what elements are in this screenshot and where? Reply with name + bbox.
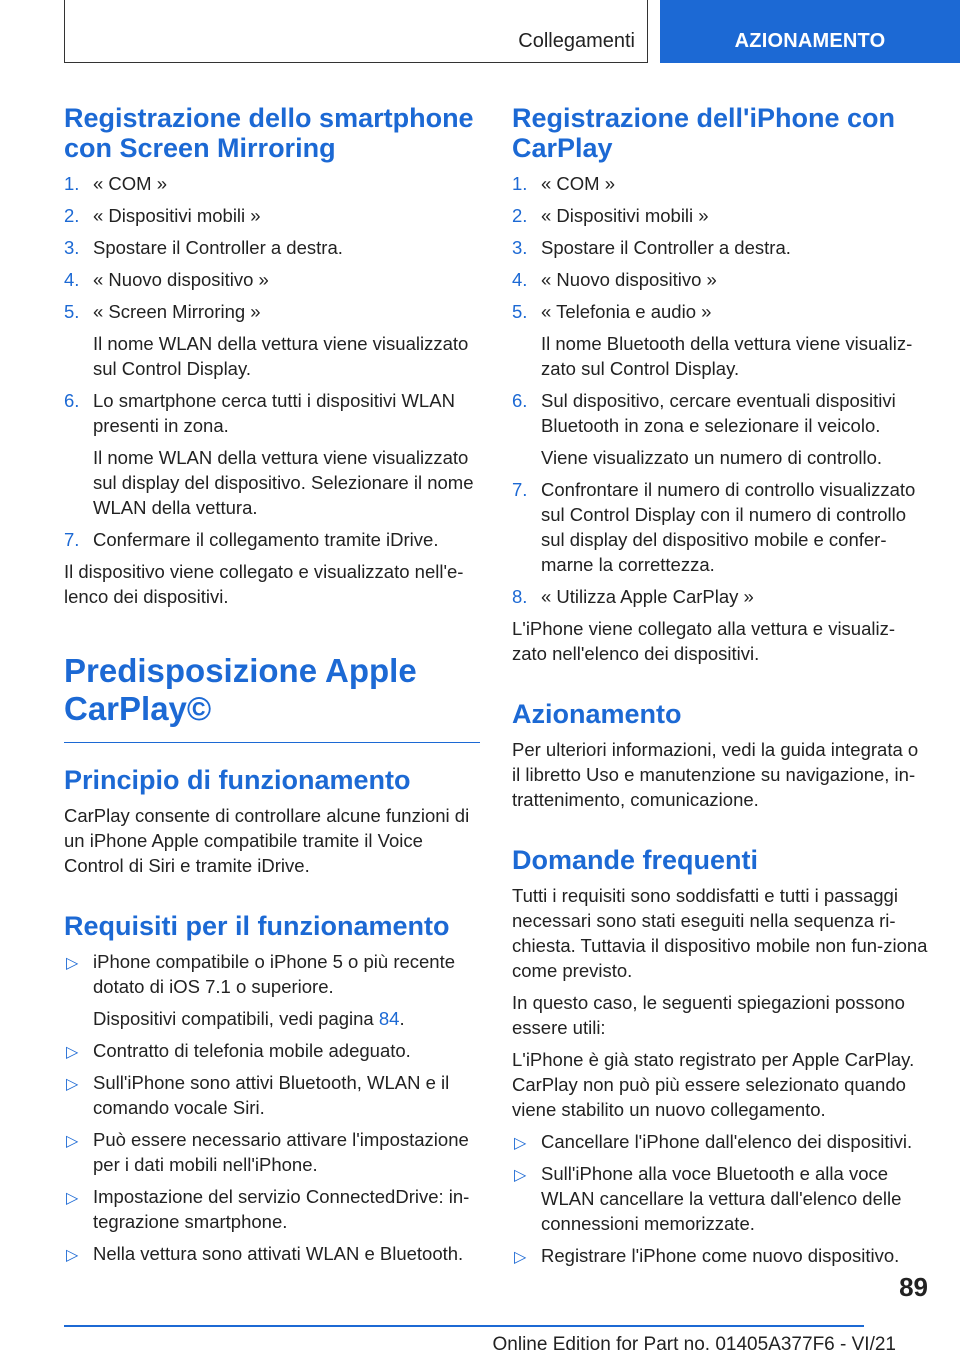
step-text: « Screen Mirroring » bbox=[93, 301, 261, 322]
header-section-box bbox=[64, 0, 648, 63]
step-text: Lo smartphone cerca tutti i dispositivi WLAN presenti in zona. bbox=[93, 390, 455, 436]
step-text: Spostare il Controller a destra. bbox=[541, 237, 791, 258]
triangle-bullet-icon: ▷ bbox=[66, 1133, 79, 1150]
step-item bbox=[512, 171, 928, 196]
step-number: 7. bbox=[64, 529, 80, 550]
list-item bbox=[64, 1070, 480, 1120]
step-note: Viene visualizzato un numero di controllo. bbox=[541, 447, 883, 468]
step-text: « Utilizza Apple CarPlay » bbox=[541, 586, 754, 607]
step-item bbox=[64, 299, 480, 324]
result-text: Il dispositivo viene collegato e visualizzato nell'e-lenco dei dispositivi. bbox=[64, 561, 464, 607]
step-number: 2. bbox=[64, 205, 80, 226]
list-item-text: Registrare l'iPhone come nuovo dispositivo. bbox=[541, 1245, 900, 1266]
note-prefix: Dispositivi compatibili, vedi pagina bbox=[93, 1008, 379, 1029]
list-item-text: Impostazione del servizio ConnectedDrive: in-tegrazione smartphone. bbox=[93, 1186, 470, 1232]
step-item bbox=[512, 477, 928, 577]
list-item-text: Nella vettura sono attivati WLAN e Bluetooth. bbox=[93, 1243, 464, 1264]
faq-text: In questo caso, le seguenti spiegazioni possono essere utili: bbox=[512, 992, 905, 1038]
header-chapter-title: AZIONAMENTO bbox=[734, 30, 886, 52]
list-item bbox=[64, 1127, 480, 1177]
principle-text: CarPlay consente di controllare alcune funzioni di un iPhone Apple compatibile tramite il Voice Control di Siri e tramite iDrive. bbox=[64, 805, 470, 876]
list-item-text: iPhone compatibile o iPhone 5 o più recente dotato di iOS 7.1 o superiore. bbox=[93, 951, 456, 997]
step-item bbox=[64, 267, 480, 292]
list-item bbox=[512, 1243, 928, 1268]
step-note: Il nome Bluetooth della vettura viene visualiz-zato sul Control Display. bbox=[541, 333, 913, 379]
page-link[interactable]: 84 bbox=[378, 1008, 400, 1029]
step-number: 3. bbox=[64, 237, 80, 258]
triangle-bullet-icon: ▷ bbox=[66, 1044, 79, 1061]
chapter-title: Predisposizione Apple CarPlay© bbox=[64, 652, 480, 743]
step-text: « Nuovo dispositivo » bbox=[93, 269, 269, 290]
step-text: Confrontare il numero di controllo visualizzato sul Control Display con il numero di controllo sul display del dispositivo mobile e confer-marne la correttezza. bbox=[541, 479, 916, 575]
step-text: Spostare il Controller a destra. bbox=[93, 237, 343, 258]
list-item-note bbox=[64, 1006, 480, 1031]
step-item bbox=[512, 235, 928, 260]
triangle-bullet-icon: ▷ bbox=[66, 1247, 79, 1264]
step-number: 6. bbox=[64, 390, 80, 411]
triangle-bullet-icon: ▷ bbox=[66, 955, 79, 972]
triangle-bullet-icon: ▷ bbox=[66, 1190, 79, 1207]
heading-principle: Principio di funzionamento bbox=[64, 765, 411, 795]
step-item bbox=[64, 527, 480, 552]
list-item bbox=[512, 1161, 928, 1236]
triangle-bullet-icon: ▷ bbox=[514, 1167, 527, 1184]
list-item-text: Può essere necessario attivare l'impostazione per i dati mobili nell'iPhone. bbox=[93, 1129, 469, 1175]
list-item bbox=[64, 1184, 480, 1234]
step-number: 5. bbox=[512, 301, 528, 322]
step-item bbox=[64, 171, 480, 196]
step-item bbox=[512, 299, 928, 324]
triangle-bullet-icon: ▷ bbox=[514, 1135, 527, 1152]
step-text: Sul dispositivo, cercare eventuali dispositivi Bluetooth in zona e selezionare il veicolo. bbox=[541, 390, 896, 436]
step-note: Il nome WLAN della vettura viene visualizzato sul Control Display. bbox=[93, 333, 469, 379]
step-number: 1. bbox=[512, 173, 528, 194]
result-text: L'iPhone viene collegato alla vettura e visualiz-zato nell'elenco dei dispositivi. bbox=[512, 618, 896, 664]
list-item bbox=[512, 1129, 928, 1154]
list-item bbox=[64, 1038, 480, 1063]
heading-screen-mirroring: Registrazione dello smartphone con Screen Mirroring bbox=[64, 103, 474, 163]
right-column bbox=[512, 103, 928, 1275]
step-item bbox=[512, 267, 928, 292]
list-item-text: Cancellare l'iPhone dall'elenco dei dispositivi. bbox=[541, 1131, 913, 1152]
page-number: 89 bbox=[899, 1272, 928, 1302]
left-column bbox=[64, 103, 480, 1273]
list-item bbox=[64, 1241, 480, 1266]
list-item bbox=[64, 949, 480, 999]
step-number: 1. bbox=[64, 173, 80, 194]
faq-text: L'iPhone è già stato registrato per Apple CarPlay. CarPlay non può più essere selezionato quando viene stabilito un nuovo collegamento. bbox=[512, 1049, 915, 1120]
footer-edition: Online Edition for Part no. 01405A377F6 - VI/21 bbox=[492, 1334, 896, 1355]
step-number: 4. bbox=[512, 269, 528, 290]
step-number: 4. bbox=[64, 269, 80, 290]
list-item-text: Sull'iPhone sono attivi Bluetooth, WLAN e il comando vocale Siri. bbox=[93, 1072, 450, 1118]
step-item bbox=[512, 584, 928, 609]
step-number: 8. bbox=[512, 586, 528, 607]
step-note: Il nome WLAN della vettura viene visualizzato sul display del dispositivo. Selezionare il nome WLAN della vettura. bbox=[93, 447, 474, 518]
note-suffix: . bbox=[399, 1008, 405, 1029]
step-number: 3. bbox=[512, 237, 528, 258]
step-item bbox=[64, 203, 480, 228]
step-text: « COM » bbox=[541, 173, 616, 194]
step-item bbox=[512, 388, 928, 438]
step-item bbox=[64, 388, 480, 438]
step-text: « Nuovo dispositivo » bbox=[541, 269, 717, 290]
step-item bbox=[512, 203, 928, 228]
footer-divider bbox=[64, 1325, 864, 1327]
header-section-title: Collegamenti bbox=[518, 30, 635, 52]
step-number: 6. bbox=[512, 390, 528, 411]
list-item-text: Contratto di telefonia mobile adeguato. bbox=[93, 1040, 411, 1061]
triangle-bullet-icon: ▷ bbox=[514, 1249, 527, 1266]
heading-requirements: Requisiti per il funzionamento bbox=[64, 911, 450, 941]
triangle-bullet-icon: ▷ bbox=[66, 1076, 79, 1093]
step-number: 5. bbox=[64, 301, 80, 322]
step-text: « COM » bbox=[93, 173, 168, 194]
step-text: « Telefonia e audio » bbox=[541, 301, 712, 322]
step-number: 7. bbox=[512, 479, 528, 500]
list-item-text: Sull'iPhone alla voce Bluetooth e alla voce WLAN cancellare la vettura dall'elenco delle connessioni memorizzate. bbox=[541, 1163, 902, 1234]
heading-carplay-registration: Registrazione dell'iPhone con CarPlay bbox=[512, 103, 895, 163]
step-text: « Dispositivi mobili » bbox=[93, 205, 261, 226]
step-number: 2. bbox=[512, 205, 528, 226]
step-text: « Dispositivi mobili » bbox=[541, 205, 709, 226]
faq-text: Tutti i requisiti sono soddisfatti e tutti i passaggi necessari sono stati eseguiti nella sequenza ri-chiesta. Tuttavia il dispositivo mobile non fun-ziona come previsto. bbox=[512, 885, 928, 981]
step-text: Confermare il collegamento tramite iDrive. bbox=[93, 529, 439, 550]
header-chapter-tab bbox=[660, 0, 960, 63]
heading-faq: Domande frequenti bbox=[512, 845, 759, 875]
heading-operation: Azionamento bbox=[512, 699, 682, 729]
operation-text: Per ulteriori informazioni, vedi la guida integrata o il libretto Uso e manutenzione su navigazione, in-trattenimento, comunicazione. bbox=[512, 739, 919, 810]
step-item bbox=[64, 235, 480, 260]
